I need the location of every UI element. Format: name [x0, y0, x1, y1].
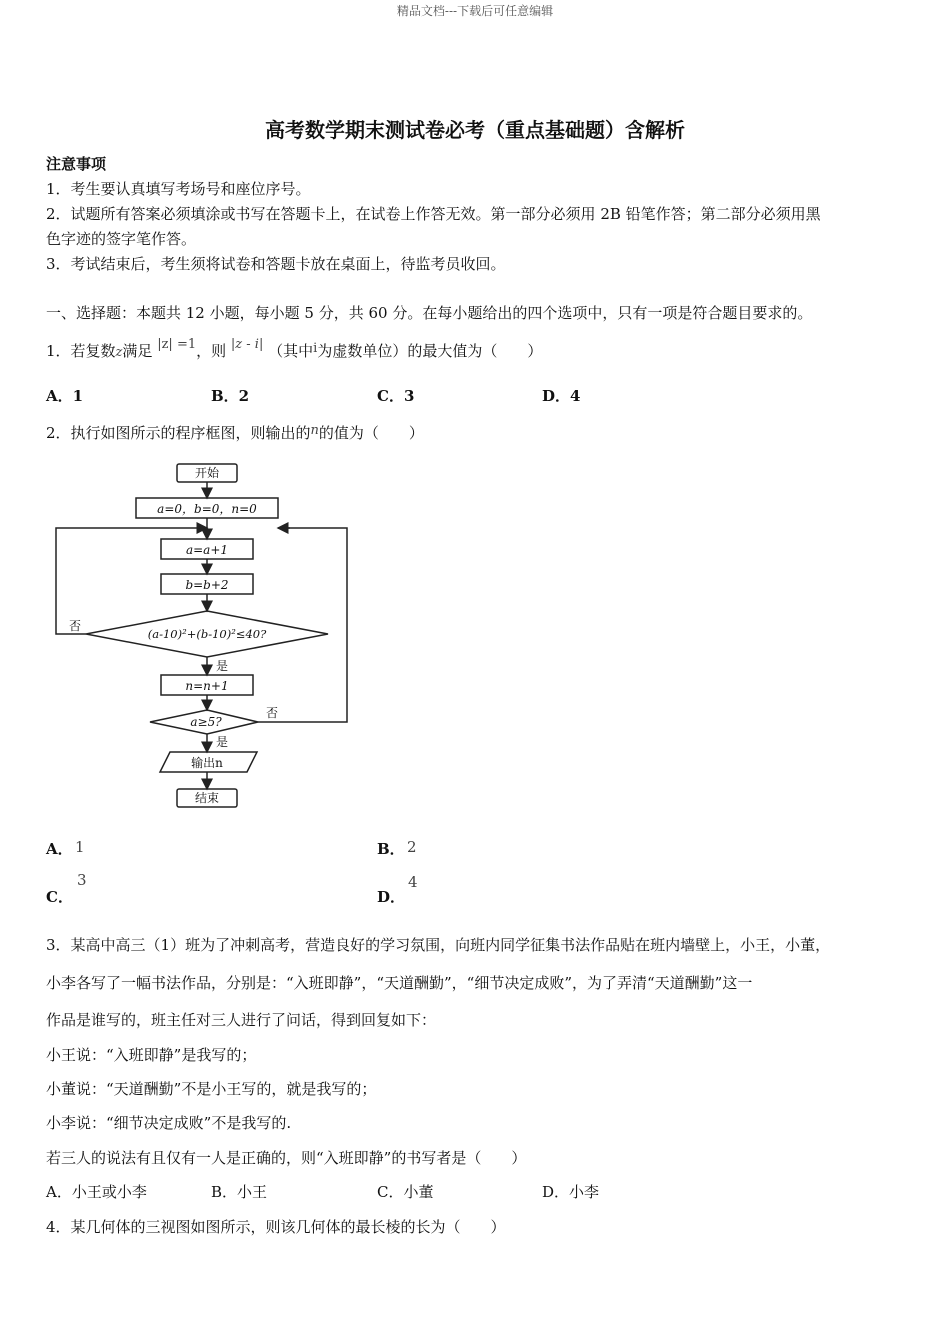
- q3-line-7: 若三人的说法有且仅有一人是正确的，则“入班即静”的书写者是（ ）: [46, 1149, 527, 1167]
- q3-line-5: 小董说：“天道酬勤”不是小王写的，就是我写的；: [46, 1080, 377, 1098]
- notice-item-1: 1．考生要认真填写考场号和座位序号。: [46, 180, 311, 198]
- q2-option-c-label: C．: [46, 888, 73, 906]
- notice-heading: 注意事项: [46, 155, 107, 173]
- flow-step3: n=n+1: [185, 679, 229, 693]
- q2-text-2: 的值为（ ）: [318, 424, 424, 442]
- q2-option-b-label: B．: [377, 840, 405, 858]
- q3-option-b: B．小王: [211, 1183, 268, 1201]
- section-heading: 一、选择题：本题共 12 小题，每小题 5 分，共 60 分。在每小题给出的四个选项中，只有一项是符合题目要求的。: [46, 304, 813, 322]
- q1-text-1: 1．若复数: [46, 342, 116, 360]
- q3-line-3: 作品是谁写的，班主任对三人进行了问话，得到回复如下：: [46, 1011, 437, 1029]
- q3-line-2: 小李各写了一幅书法作品，分别是：“入班即静”，“天道酬勤”，“细节决定成败”，为了弄清“天道酬勤”这一: [46, 974, 753, 992]
- q1-option-d: D．4: [542, 387, 581, 405]
- q1-z: z: [115, 345, 123, 360]
- q3-line-1: 3．某高中高三（1）班为了冲刺高考，营造良好的学习氛围，向班内同学征集书法作品贴在班内墙壁上，小王，小董，: [46, 936, 831, 954]
- question-2: [46, 424, 424, 444]
- flow-start: 开始: [194, 466, 220, 480]
- q3-option-d: D．小李: [542, 1183, 600, 1201]
- q3-option-c: C．小董: [377, 1183, 434, 1201]
- question-4: 4．某几何体的三视图如图所示，则该几何体的最长棱的长为（ ）: [46, 1218, 506, 1236]
- q3-line-6: 小李说：“细节决定成败”不是我写的.: [46, 1114, 292, 1132]
- q2-option-d-label: D．: [377, 888, 406, 906]
- question-1: [46, 337, 543, 362]
- q1-condition: |z| =1: [157, 337, 197, 352]
- flow-step1: a=a+1: [185, 543, 229, 557]
- q2-option-d-value: 4: [408, 873, 418, 891]
- flow-cond1: (a-10)²+(b-10)²≤40?: [147, 627, 267, 641]
- q1-text-5: 为虚数单位）的最大值为（ ）: [317, 342, 543, 360]
- notice-item-2-cont: 色字迹的签字笔作答。: [46, 230, 197, 248]
- q1-text-4: （其中: [268, 342, 314, 360]
- q3-option-a: A．小王或小李: [46, 1183, 147, 1201]
- q1-expression: |z - i|: [230, 337, 264, 352]
- q1-i: i: [313, 341, 318, 356]
- q2-option-c-value: 3: [77, 871, 87, 889]
- flow-init: a=0，b=0，n=0: [157, 502, 257, 516]
- q3-line-4: 小王说：“入班即静”是我写的；: [46, 1046, 257, 1064]
- q1-text-3: ，则: [196, 342, 227, 360]
- notice-item-2: 2．试题所有答案必须填涂或书写在答题卡上，在试卷上作答无效。第一部分必须用 2B 铅笔作答；第二部分必须用黑: [46, 205, 821, 223]
- flow-output: 输出n: [191, 756, 223, 770]
- flowchart: [50, 458, 360, 814]
- page-header: 精品文档---下载后可任意编辑: [396, 4, 554, 18]
- flow-no2: 否: [265, 706, 279, 720]
- flow-yes2: 是: [215, 735, 229, 749]
- notice-item-3: 3．考试结束后，考生须将试卷和答题卡放在桌面上，待监考员收回。: [46, 255, 506, 273]
- flow-cond2: a≥5?: [190, 715, 222, 729]
- q1-option-b: B．2: [211, 387, 250, 405]
- q2-option-b-value: 2: [407, 838, 417, 856]
- page-title: 高考数学期末测试卷必考（重点基础题）含解析: [265, 118, 685, 142]
- q1-option-c: C．3: [377, 387, 415, 405]
- flow-yes1: 是: [215, 659, 229, 673]
- q2-n: n: [310, 423, 319, 438]
- flow-end: 结束: [194, 791, 220, 805]
- q1-text-2: 满足: [122, 342, 153, 360]
- q1-option-a: A．1: [46, 387, 84, 405]
- flow-step2: b=b+2: [185, 578, 229, 592]
- q2-option-a-value: 1: [75, 838, 85, 856]
- q2-option-a-label: A．: [46, 840, 73, 858]
- flow-no1: 否: [68, 619, 82, 633]
- q2-text-1: 2．执行如图所示的程序框图，则输出的: [46, 424, 311, 442]
